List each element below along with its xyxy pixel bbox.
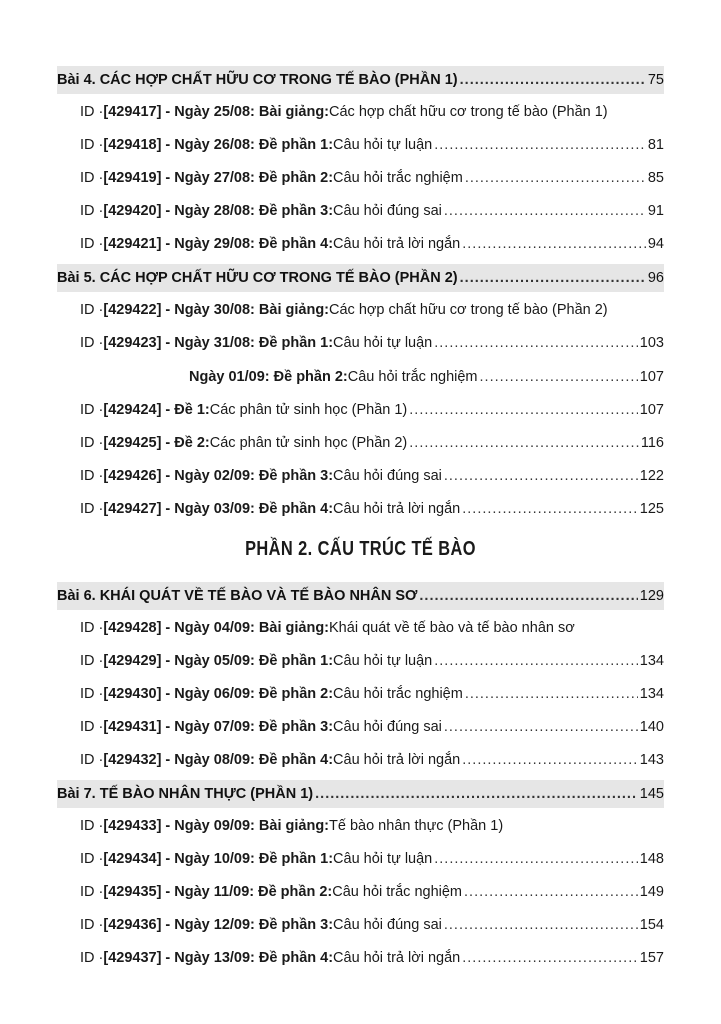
toc-lesson-5[interactable] xyxy=(57,264,664,292)
entry-text: Các phân tử sinh học (Phần 1) xyxy=(209,402,408,418)
entry-code: [429432] - Ngày 08/09: Đề phần 4: xyxy=(103,752,334,768)
entry-text: Câu hỏi trắc nghiệm xyxy=(332,884,463,900)
id-prefix: ID · xyxy=(80,335,104,351)
toc-lesson-4[interactable] xyxy=(57,66,664,94)
page-number: 94 xyxy=(647,236,664,252)
leader-dots xyxy=(444,917,638,933)
toc-entry[interactable] xyxy=(80,199,664,223)
toc-entry[interactable] xyxy=(80,398,664,422)
page-number: 96 xyxy=(647,270,664,286)
leader-dots xyxy=(444,719,638,735)
lesson-title: Bài 4. CÁC HỢP CHẤT HỮU CƠ TRONG TẾ BÀO (PHẦN 1) xyxy=(57,72,458,88)
lesson-title: Bài 5. CÁC HỢP CHẤT HỮU CƠ TRONG TẾ BÀO (PHẦN 2) xyxy=(57,270,458,286)
entry-code: [429428] - Ngày 04/09: Bài giảng: xyxy=(103,620,330,636)
page-number: 107 xyxy=(639,402,664,418)
toc-lesson-6[interactable] xyxy=(57,582,664,610)
leader-dots xyxy=(460,72,646,88)
leader-dots xyxy=(315,786,638,802)
entry-text: Câu hỏi trả lời ngắn xyxy=(333,752,461,768)
leader-dots xyxy=(419,588,637,604)
id-prefix: ID · xyxy=(80,468,104,484)
leader-dots xyxy=(464,884,638,900)
page-number: 81 xyxy=(647,137,664,153)
entry-text: Tế bào nhân thực (Phần 1) xyxy=(329,818,504,834)
page-number: 129 xyxy=(639,588,664,604)
entry-text: Câu hỏi trắc nghiệm xyxy=(333,170,463,186)
toc-entry[interactable] xyxy=(80,464,664,488)
entry-code: [429424] - Đề 1: xyxy=(103,402,210,418)
entry-code: [429430] - Ngày 06/09: Đề phần 2: xyxy=(103,686,334,702)
entry-text: Câu hỏi đúng sai xyxy=(333,719,442,735)
entry-text: Các phân tử sinh học (Phần 2) xyxy=(209,435,408,451)
entry-text: Câu hỏi tự luận xyxy=(333,851,433,867)
leader-dots xyxy=(465,170,646,186)
id-prefix: ID · xyxy=(80,719,104,735)
page-number: 140 xyxy=(639,719,664,735)
leader-dots xyxy=(462,236,646,252)
entry-code: [429427] - Ngày 03/09: Đề phần 4: xyxy=(103,501,334,517)
toc-entry[interactable] xyxy=(80,331,664,355)
toc-entry[interactable] xyxy=(80,133,664,157)
toc-entry[interactable] xyxy=(80,880,664,904)
part-heading: PHẦN 2. CẤU TRÚC TẾ BÀO xyxy=(245,538,476,560)
page-number: 85 xyxy=(647,170,664,186)
entry-code: [429420] - Ngày 28/08: Đề phần 3: xyxy=(103,203,334,219)
id-prefix: ID · xyxy=(80,851,104,867)
entry-text: Câu hỏi đúng sai xyxy=(333,917,442,933)
page-number: 145 xyxy=(639,786,664,802)
entry-code: [429417] - Ngày 25/08: Bài giảng: xyxy=(103,104,330,120)
toc-entry[interactable] xyxy=(80,913,664,937)
id-prefix: ID · xyxy=(80,137,104,153)
leader-dots xyxy=(434,653,638,669)
leader-dots xyxy=(444,468,638,484)
id-prefix: ID · xyxy=(80,818,104,834)
page-number: 134 xyxy=(639,653,664,669)
toc-entry[interactable] xyxy=(80,748,664,772)
leader-dots xyxy=(462,752,638,768)
entry-code: [429425] - Đề 2: xyxy=(103,435,210,451)
page-number: 116 xyxy=(640,435,664,451)
id-prefix: ID · xyxy=(80,236,104,252)
id-prefix: ID · xyxy=(80,653,104,669)
entry-text: Câu hỏi trả lời ngắn xyxy=(333,501,461,517)
entry-code: [429437] - Ngày 13/09: Đề phần 4: xyxy=(103,950,334,966)
entry-code: [429419] - Ngày 27/08: Đề phần 2: xyxy=(103,170,334,186)
toc-entry[interactable] xyxy=(80,232,664,256)
id-prefix: ID · xyxy=(80,884,104,900)
entry-text: Câu hỏi tự luận xyxy=(333,335,433,351)
toc-entry[interactable] xyxy=(80,497,664,521)
entry-code: Ngày 01/09: Đề phần 2: xyxy=(189,369,348,385)
page-number: 107 xyxy=(639,369,664,385)
page-number: 91 xyxy=(647,203,664,219)
page-number: 134 xyxy=(639,686,664,702)
page-number: 154 xyxy=(639,917,664,933)
entry-code: [429422] - Ngày 30/08: Bài giảng: xyxy=(103,302,330,318)
entry-text: Câu hỏi trả lời ngắn xyxy=(333,236,461,252)
toc-entry[interactable] xyxy=(80,166,664,190)
entry-text: Khái quát về tế bào và tế bào nhân sơ xyxy=(329,620,575,636)
entry-text: Câu hỏi đúng sai xyxy=(333,203,442,219)
id-prefix: ID · xyxy=(80,435,104,451)
leader-dots xyxy=(434,335,638,351)
toc-entry[interactable] xyxy=(189,365,664,389)
id-prefix: ID · xyxy=(80,501,104,517)
leader-dots xyxy=(460,270,646,286)
page-number: 75 xyxy=(647,72,664,88)
toc-entry[interactable] xyxy=(80,431,664,455)
toc-entry[interactable] xyxy=(80,100,664,124)
entry-code: [429433] - Ngày 09/09: Bài giảng: xyxy=(103,818,330,834)
leader-dots xyxy=(434,137,646,153)
leader-dots xyxy=(434,851,638,867)
toc-entry[interactable] xyxy=(80,715,664,739)
id-prefix: ID · xyxy=(80,950,104,966)
toc-entry[interactable] xyxy=(80,682,664,706)
leader-dots xyxy=(465,686,638,702)
toc-entry[interactable] xyxy=(80,298,664,322)
page-number: 148 xyxy=(639,851,664,867)
id-prefix: ID · xyxy=(80,104,104,120)
entry-code: [429423] - Ngày 31/08: Đề phần 1: xyxy=(103,335,334,351)
id-prefix: ID · xyxy=(80,686,104,702)
page-number: 103 xyxy=(639,335,664,351)
id-prefix: ID · xyxy=(80,620,104,636)
entry-code: [429426] - Ngày 02/09: Đề phần 3: xyxy=(103,468,334,484)
entry-code: [429436] - Ngày 12/09: Đề phần 3: xyxy=(103,917,334,933)
toc-entry[interactable] xyxy=(80,814,664,838)
entry-text: Câu hỏi tự luận xyxy=(333,653,433,669)
entry-code: [429418] - Ngày 26/08: Đề phần 1: xyxy=(103,137,334,153)
toc-lesson-7[interactable] xyxy=(57,780,664,808)
toc-entry[interactable] xyxy=(80,847,664,871)
id-prefix: ID · xyxy=(80,203,104,219)
toc-entry[interactable] xyxy=(80,946,664,970)
id-prefix: ID · xyxy=(80,917,104,933)
entry-text: Câu hỏi đúng sai xyxy=(333,468,442,484)
id-prefix: ID · xyxy=(80,752,104,768)
entry-text: Câu hỏi trắc nghiệm xyxy=(333,686,463,702)
leader-dots xyxy=(409,435,639,451)
entry-text: Các hợp chất hữu cơ trong tế bào (Phần 2) xyxy=(329,302,608,318)
page-number: 125 xyxy=(639,501,664,517)
toc-entry[interactable] xyxy=(80,649,664,673)
entry-code: [429429] - Ngày 05/09: Đề phần 1: xyxy=(103,653,334,669)
lesson-title: Bài 6. KHÁI QUÁT VỀ TẾ BÀO VÀ TẾ BÀO NHÂN SƠ xyxy=(57,588,418,604)
entry-code: [429435] - Ngày 11/09: Đề phần 2: xyxy=(103,884,333,900)
leader-dots xyxy=(462,950,638,966)
page-number: 143 xyxy=(639,752,664,768)
entry-code: [429421] - Ngày 29/08: Đề phần 4: xyxy=(103,236,334,252)
id-prefix: ID · xyxy=(80,170,104,186)
leader-dots xyxy=(462,501,638,517)
entry-code: [429431] - Ngày 07/09: Đề phần 3: xyxy=(103,719,334,735)
id-prefix: ID · xyxy=(80,402,104,418)
page-number: 157 xyxy=(639,950,664,966)
leader-dots xyxy=(480,369,638,385)
leader-dots xyxy=(409,402,638,418)
toc-entry[interactable] xyxy=(80,616,664,640)
entry-text: Câu hỏi trả lời ngắn xyxy=(333,950,461,966)
page-number: 149 xyxy=(639,884,664,900)
leader-dots xyxy=(444,203,646,219)
page-number: 122 xyxy=(639,468,664,484)
entry-code: [429434] - Ngày 10/09: Đề phần 1: xyxy=(103,851,334,867)
lesson-title: Bài 7. TẾ BÀO NHÂN THỰC (PHẦN 1) xyxy=(57,786,314,802)
entry-text: Câu hỏi trắc nghiệm xyxy=(347,369,478,385)
entry-text: Câu hỏi tự luận xyxy=(333,137,433,153)
id-prefix: ID · xyxy=(80,302,104,318)
entry-text: Các hợp chất hữu cơ trong tế bào (Phần 1) xyxy=(329,104,608,120)
